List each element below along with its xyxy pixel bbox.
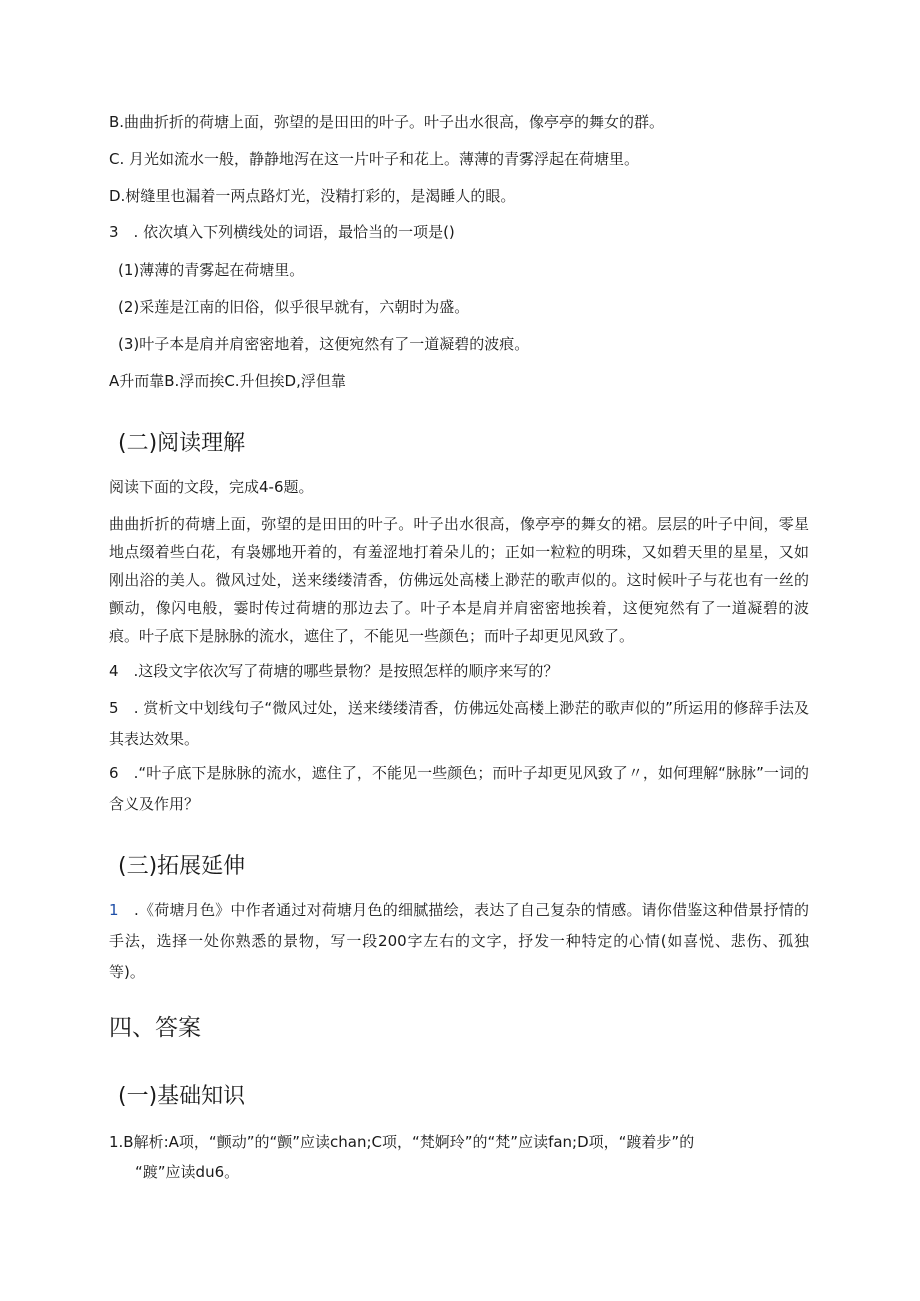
section-3-heading: (三)拓展延伸 (118, 854, 246, 879)
section-2-intro: 阅读下面的文段，完成4-6题。 (109, 478, 314, 496)
option-b: B.曲曲折折的荷塘上面，弥望的是田田的叶子。叶子出水很高，像亭亭的舞女的群。 (109, 113, 665, 131)
option-c: C. 月光如流水一般，静静地泻在这一片叶子和花上。薄薄的青雾浮起在荷塘里。 (109, 150, 640, 168)
question-6: 6 .“叶子底下是脉脉的流水，遮住了，不能见一些颜色；而叶子却更见风致了〃，如何理解“脉脉”一词的含义及作用？ (109, 764, 809, 813)
question-3-item-3: (3)叶子本是肩并肩密密地着，这便宛然有了一道凝碧的波痕。 (118, 335, 530, 353)
question-text: .《荷塘月色》中作者通过对荷塘月色的细腻描绘，表达了自己复杂的情感。请你借鉴这种借景抒情的手法，选择一处你熟悉的景物，写一段200字左右的文字，抒发一种特定的心情(如喜悦、悲伤、孤独等)。 (109, 901, 809, 981)
section-4-heading: 四、答案 (109, 1015, 201, 1041)
answer-1-line-2: “踱”应读du6。 (135, 1163, 240, 1181)
reading-passage: 曲曲折折的荷塘上面，弥望的是田田的叶子。叶子出水很高，像亭亭的舞女的裙。层层的叶子中间，零星地点缀着些白花，有袅娜地开着的，有羞涩地打着朵儿的；正如一粒粒的明珠，又如碧天里的星星，又如刚出浴的美人。微风过处，送来缕缕清香，仿佛远处高楼上渺茫的歌声似的。这时候叶子与花也有一丝的颤动，像闪电般，霎时传过荷塘的那边去了。叶子本是肩并肩密密地挨着，这便宛然有了一道凝碧的波痕。叶子底下是脉脉的流水，遮住了，不能见一些颜色；而叶子却更见风致了。 (109, 515, 809, 645)
extension-question-1 (109, 895, 809, 988)
question-5: 5 . 赏析文中划线句子“微风过处，送来缕缕清香，仿佛远处高楼上渺茫的歌声似的”所运用的修辞手法及其表达效果。 (109, 699, 809, 748)
option-d: D.树缝里也漏着一两点路灯光，没精打彩的，是渴睡人的眼。 (109, 187, 516, 205)
question-4: 4 .这段文字依次写了荷塘的哪些景物？是按照怎样的顺序来写的？ (109, 662, 559, 680)
answer-1-line-1: 1.B解析:A项，“颤动”的“颤”应读chan;C项，“梵婀玲”的“梵”应读fan;D项，“踱着步”的 (109, 1133, 695, 1151)
question-3-item-2: (2)采莲是江南的旧俗，似乎很早就有，六朝时为盛。 (118, 298, 470, 316)
section-2-heading: (二)阅读理解 (118, 431, 246, 456)
question-3-item-1: (1)薄薄的青雾起在荷塘里。 (118, 261, 305, 279)
answers-subheading: (一)基础知识 (118, 1084, 246, 1109)
question-3-title: 3 . 依次填入下列横线处的词语，最恰当的一项是() (109, 223, 455, 241)
question-number: 1 (109, 901, 119, 919)
question-3-choices: A升而靠B.浮而挨C.升但挨D,浮但靠 (109, 372, 346, 390)
